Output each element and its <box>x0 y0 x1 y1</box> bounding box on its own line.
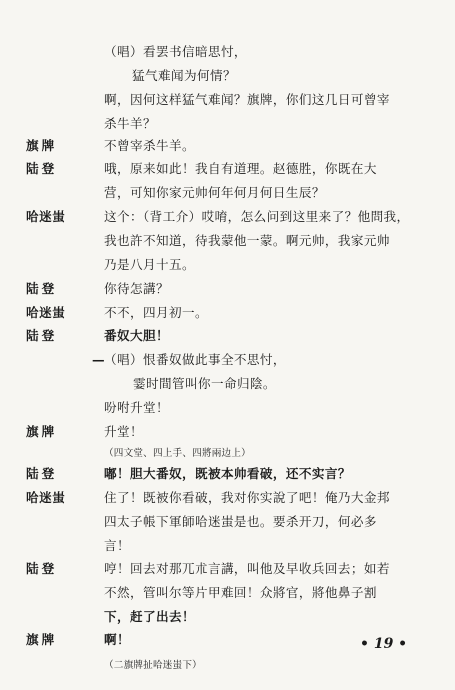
dialogue-line: 下，赶了出去！ <box>104 609 195 624</box>
speaker-name: 旗牌 <box>26 138 58 153</box>
dialogue-line: 不曾宰杀牛羊。 <box>104 138 195 153</box>
dialogue-line: 营，可知你家元帅何年何月何日生辰？ <box>104 185 325 200</box>
dialogue-line: 这个：（背工介）哎唷，怎么问到这里来了？他問我， <box>104 209 410 224</box>
speaker-name: 哈迷蚩 <box>26 490 66 505</box>
text-line: 啊，因何这样猛气难闻？旗牌，你们这几日可曾宰 <box>104 92 390 107</box>
speaker-name: 陆登 <box>26 561 58 576</box>
speaker-dash: — <box>92 352 108 367</box>
text-line: 杀牛羊？ <box>104 116 156 131</box>
dialogue-line: 啊！ <box>104 632 130 647</box>
dialogue-line: 不不，四月初一。 <box>104 305 208 320</box>
dialogue-line: 我也許不知道，待我蒙他一蒙。啊元帅，我家元帅 <box>104 233 390 248</box>
dialogue-line: 吩咐升堂！ <box>104 400 169 415</box>
dialogue-line: 哼！回去对那兀朮言講，叫他及早收兵回去；如若 <box>104 561 390 576</box>
speaker-name: 旗牌 <box>26 632 58 647</box>
dialogue-line: 乃是八月十五。 <box>104 257 195 272</box>
dialogue-line: 四太子帳下軍師哈迷蚩是也。要杀开刀，何必多 <box>104 514 377 529</box>
speaker-name: 陆登 <box>26 466 58 481</box>
stage-direction: （四文堂、四上手、四將兩边上） <box>104 448 251 459</box>
dialogue-line: 哦，原来如此！我自有道理。赵德胜，你既在大 <box>104 161 377 176</box>
dialogue-line: 升堂！ <box>104 424 143 439</box>
dialogue-line: 住了！既被你看破，我对你实說了吧！俺乃大金邦 <box>104 490 390 505</box>
dialogue-line: （唱）恨番奴做此事全不思忖， <box>104 352 286 367</box>
dialogue-line: 言！ <box>104 538 130 553</box>
dialogue-line: 你待怎講？ <box>104 281 169 296</box>
stage-direction: （二旗牌扯哈迷蚩下） <box>104 660 202 671</box>
speaker-name: 哈迷蚩 <box>26 209 66 224</box>
speaker-name: 旗牌 <box>26 424 58 439</box>
dialogue-line: 番奴大胆！ <box>104 328 169 343</box>
text-line: 猛气难闻为何情？ <box>132 68 236 83</box>
dialogue-line: 不然，管叫尔等片甲难回！众將官，將他鼻子割 <box>104 585 377 600</box>
page-number: • 19 • <box>360 636 408 652</box>
speaker-name: 哈迷蚩 <box>26 305 66 320</box>
dialogue-line: 霎时間管叫你一命归陰。 <box>133 376 276 391</box>
text-line: （唱）看罢书信暗思忖， <box>104 44 247 59</box>
speaker-name: 陆登 <box>26 161 58 176</box>
speaker-name: 陆登 <box>26 328 58 343</box>
speaker-name: 陆登 <box>26 281 58 296</box>
dialogue-line: 嘟！胆大番奴，既被本帅看破，还不实言？ <box>104 466 351 481</box>
